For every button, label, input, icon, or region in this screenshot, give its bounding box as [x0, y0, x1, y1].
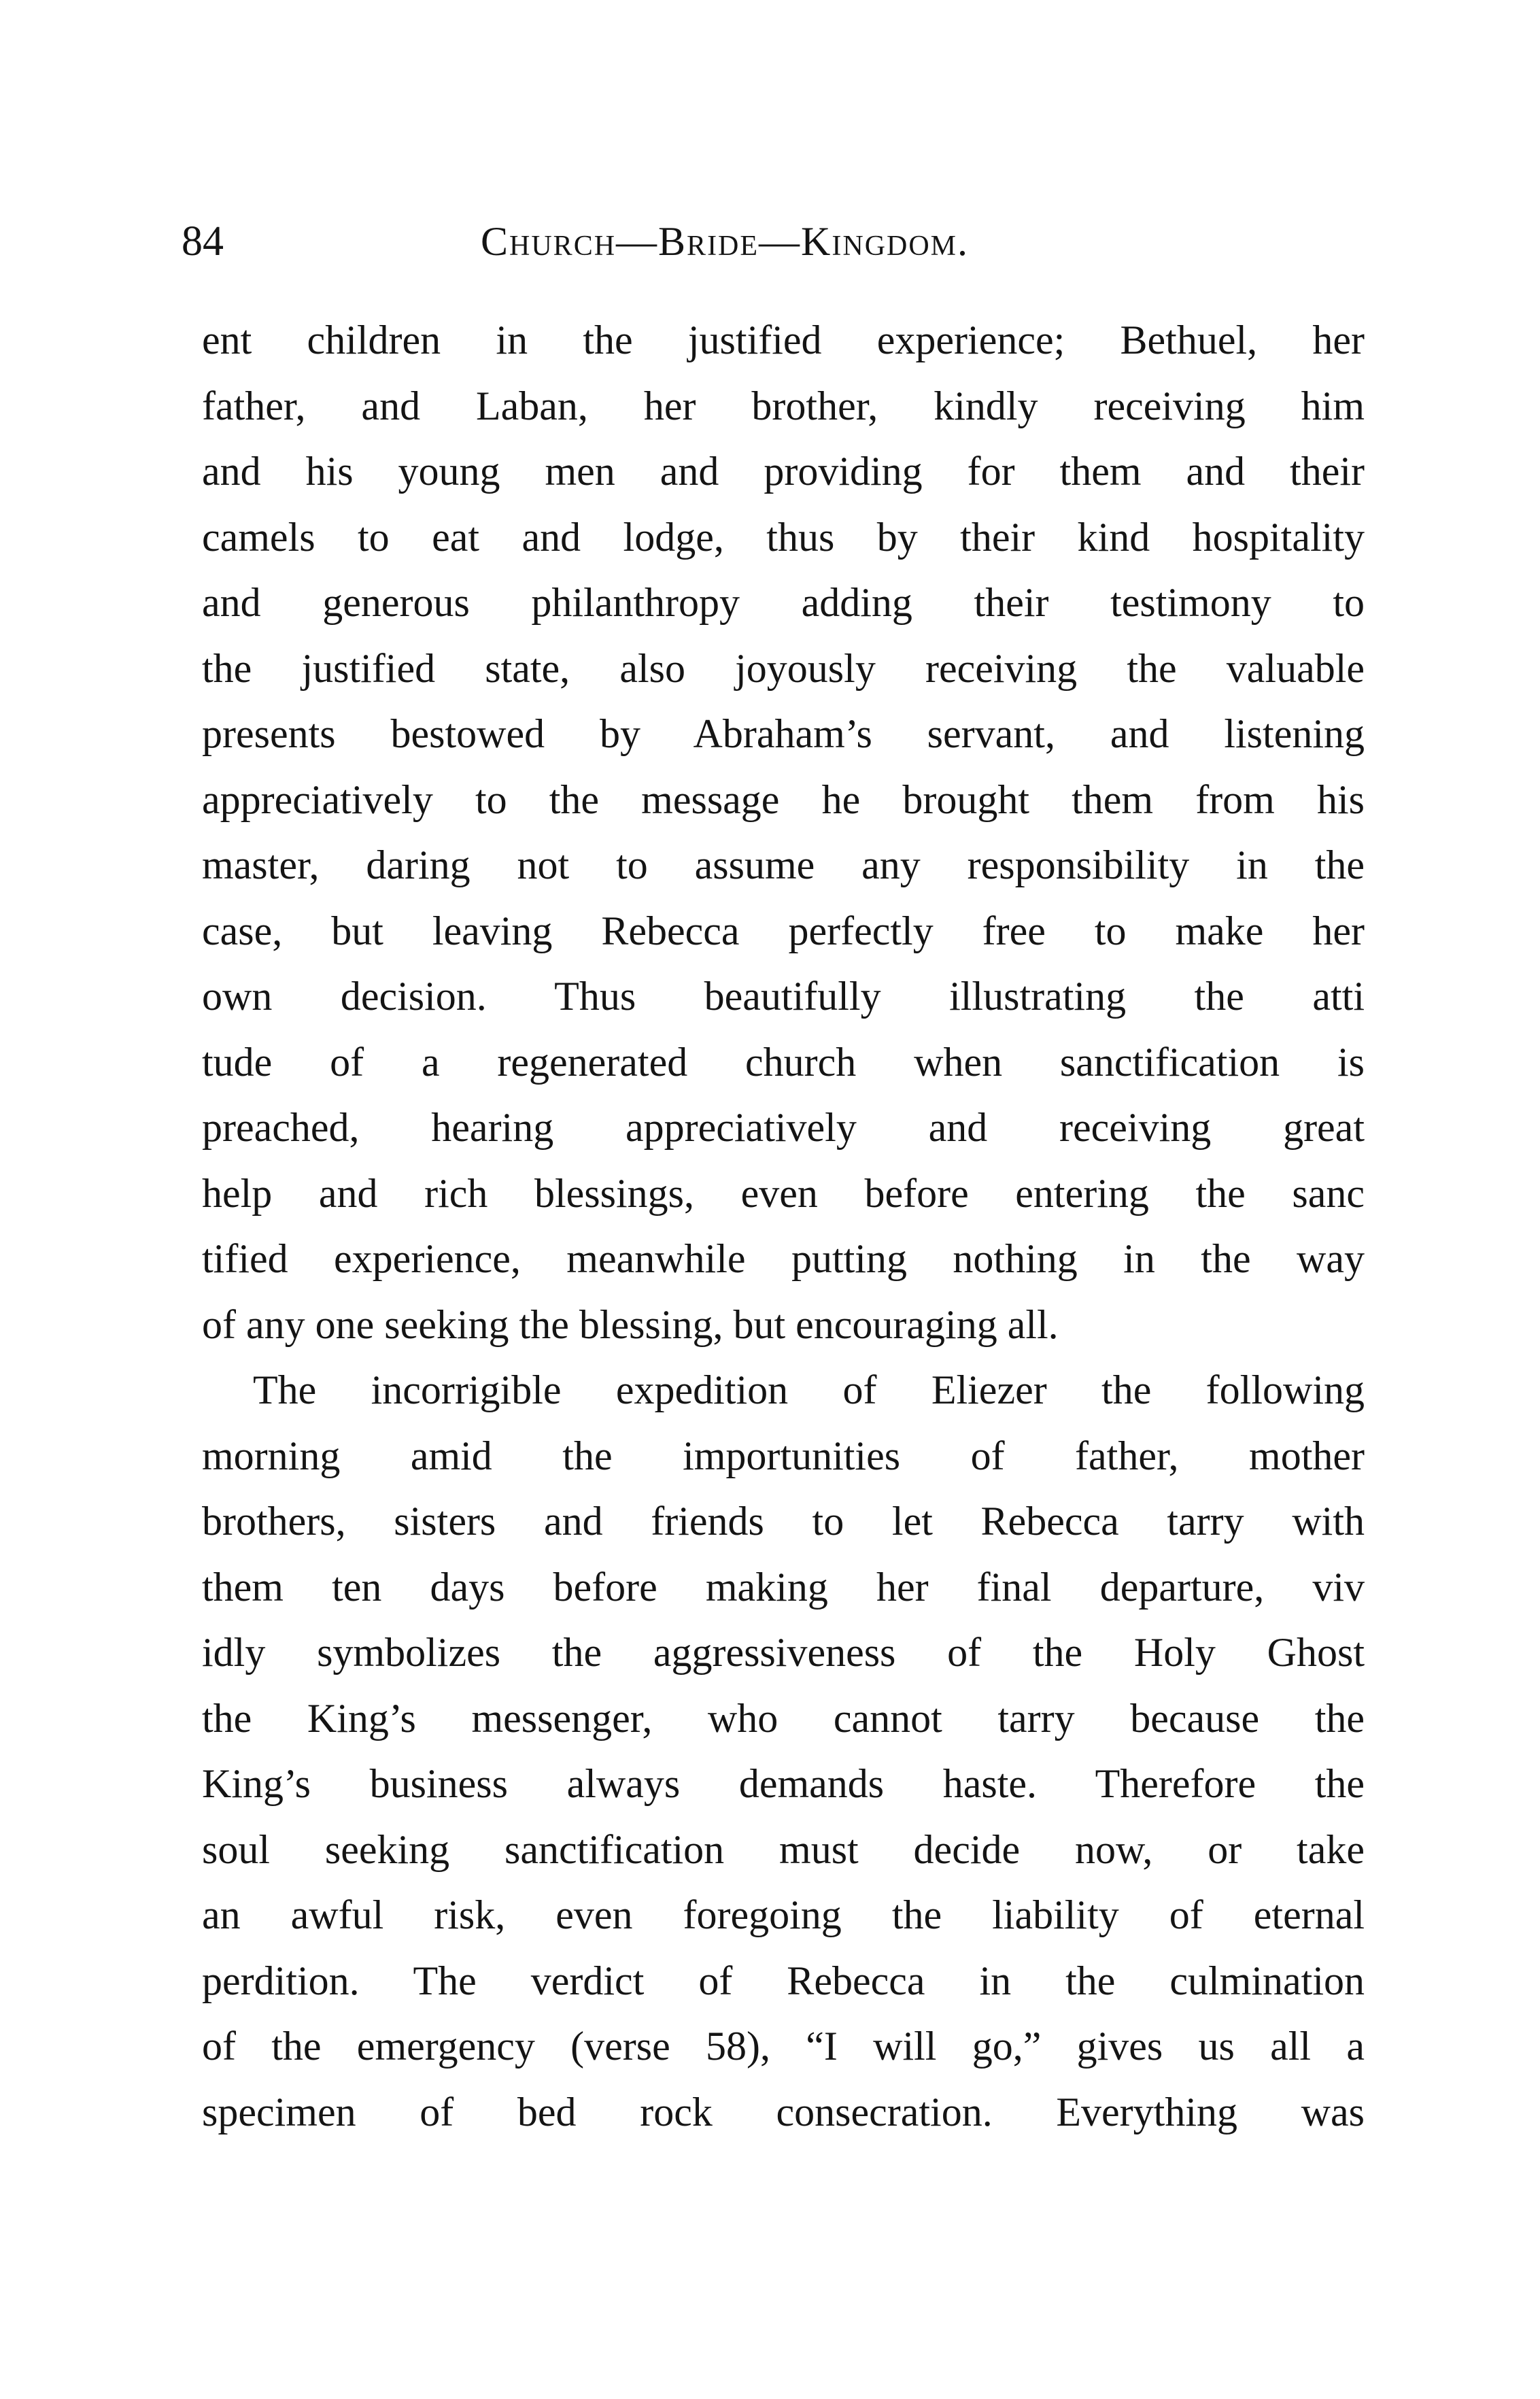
page-number: 84	[182, 218, 224, 265]
text-line: soul seeking sanctification must decide now, or take	[202, 1826, 1365, 1872]
text-line: master, daring not to assume any responsibility in the	[202, 843, 1365, 887]
text-line: The incorrigible expedition of Eliezer the following	[253, 1367, 1365, 1412]
text-line: case, but leaving Rebecca perfectly free to make her	[202, 908, 1365, 953]
text-line: the justified state, also joyously receiving the valuable	[202, 645, 1365, 691]
text-line: presents bestowed by Abraham’s servant, and listening	[202, 711, 1365, 756]
text-line: of the emergency (verse 58), “I will go,” gives us all a	[202, 2024, 1365, 2069]
text-line: King’s business always demands haste. Therefore the	[202, 1761, 1365, 1806]
text-line: an awful risk, even foregoing the liability of eternal	[202, 1892, 1365, 1937]
text-line: them ten days before making her final departure, viv	[202, 1564, 1365, 1610]
text-line: perdition. The verdict of Rebecca in the culmination	[202, 1958, 1365, 2003]
text-line: tude of a regenerated church when sanctification is	[202, 1039, 1365, 1085]
running-head	[182, 211, 1351, 272]
text-line: and generous philanthropy adding their testimony to	[202, 580, 1365, 625]
text-line: preached, hearing appreciatively and receiving great	[202, 1105, 1365, 1150]
text-line: brothers, sisters and friends to let Rebecca tarry with	[202, 1499, 1365, 1544]
text-line: specimen of bed rock consecration. Everything was	[202, 2089, 1365, 2134]
text-line: and his young men and providing for them and their	[202, 449, 1365, 494]
text-line: appreciatively to the message he brought them from his	[202, 777, 1365, 822]
text-line: help and rich blessings, even before entering the sanc	[202, 1170, 1365, 1216]
text-line: own decision. Thus beautifully illustrating the atti	[202, 974, 1365, 1019]
body-text	[202, 307, 1365, 2145]
text-line: the King’s messenger, who cannot tarry because the	[202, 1695, 1365, 1741]
text-line: idly symbolizes the aggressiveness of the Holy Ghost	[202, 1630, 1365, 1675]
text-line: camels to eat and lodge, thus by their kind hospitality	[202, 514, 1365, 560]
text-line: of any one seeking the blessing, but encouraging all.	[202, 1301, 1059, 1347]
text-line: morning amid the importunities of father, mother	[202, 1433, 1365, 1478]
text-line: ent children in the justified experience; Bethuel, her	[202, 318, 1365, 362]
running-title: Church—Bride—Kingdom.	[481, 219, 970, 264]
text-line: father, and Laban, her brother, kindly receiving him	[202, 383, 1365, 428]
text-line: tified experience, meanwhile putting nothing in the way	[202, 1236, 1365, 1281]
